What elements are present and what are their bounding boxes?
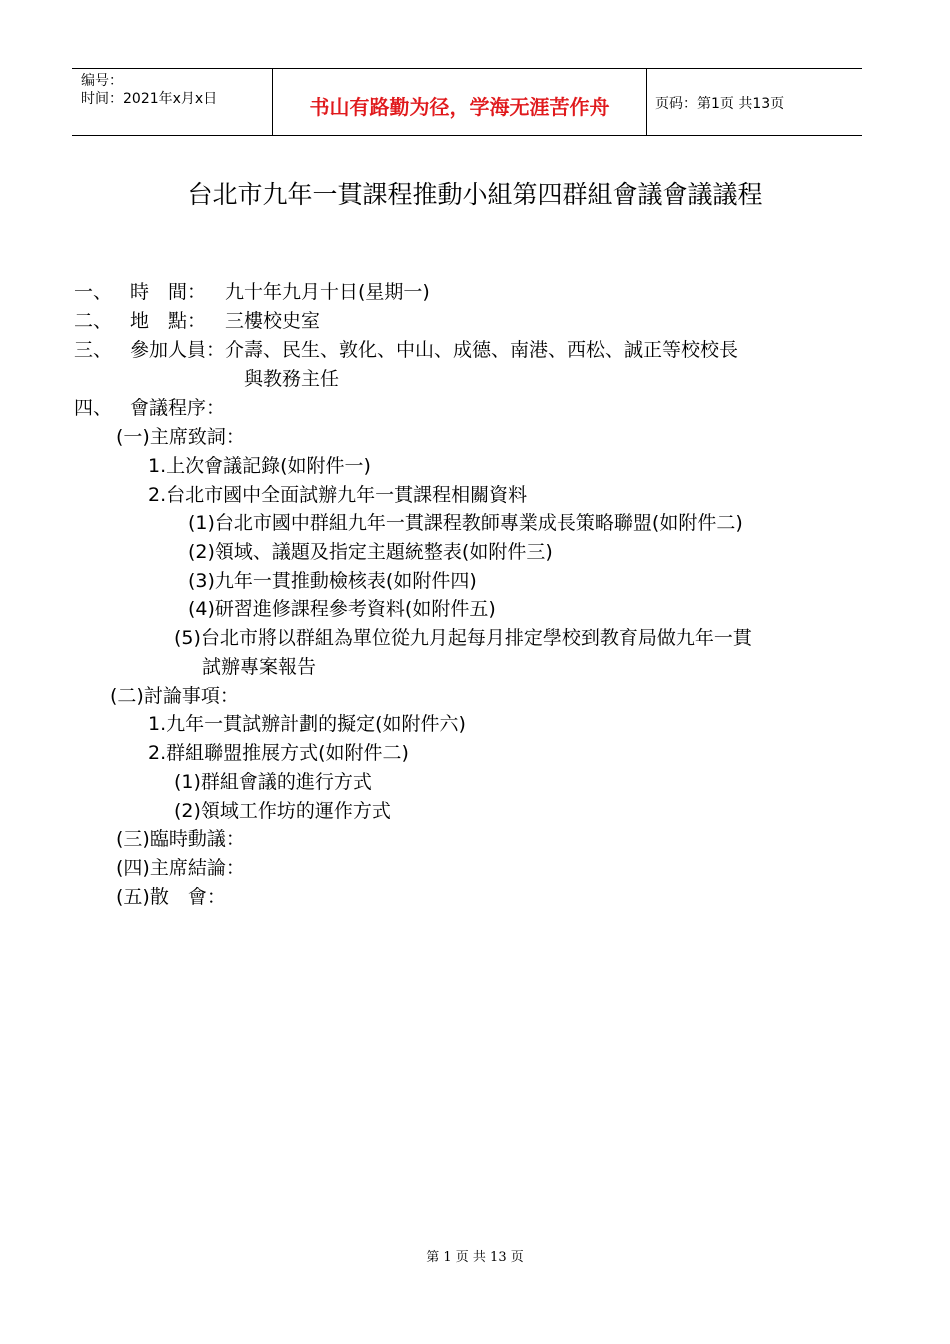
header-table [72,68,862,136]
time-label: 時 間： [130,281,207,303]
attendees-label: 參加人員： [130,339,226,361]
page-footer: 第 1 页 共 13 页 [426,1250,524,1265]
agenda-sub-item: (1)群組會議的進行方式 [174,771,372,793]
attendees-value: 介壽、民生、敦化、中山、成德、南港、西松、誠正等校校長 [225,339,739,361]
agenda-sub-item: (1)台北市國中群組九年一貫課程教師專業成長策略聯盟(如附件二) [188,512,743,534]
document-time-label: 时间：2021年x月x日 [81,91,218,107]
agenda-sub-item-continued: 試辦專案報告 [202,656,317,678]
agenda-sub-item: (3)九年一貫推動檢核表(如附件四) [188,570,477,592]
section-number: 四、 [74,397,113,419]
chair-speech-heading: (一)主席致詞： [116,426,245,448]
agenda-sub-item: (2)領域工作坊的運作方式 [174,800,391,822]
agenda-item: 1.上次會議記錄(如附件一) [148,455,371,477]
document-number-label: 编号： [81,73,123,89]
attendees-value-continued: 與教務主任 [244,368,340,390]
procedure-label: 會議程序： [130,397,226,419]
header-motto-cell [273,69,647,135]
section-number: 二、 [74,310,113,332]
time-value: 九十年九月十日(星期一) [225,281,430,303]
motto-text: 书山有路勤为径，学海无涯苦作舟 [309,95,610,119]
header-page-cell [647,69,862,135]
adjourn-heading: (五)散 會： [116,886,226,908]
agenda-sub-item: (5)台北市將以群組為單位從九月起每月排定學校到教育局做九年一貫 [174,627,752,649]
place-value: 三樓校史室 [225,310,321,332]
place-label: 地 點： [130,310,207,332]
agenda-item: 1.九年一貫試辦計劃的擬定(如附件六) [148,713,466,735]
agenda-sub-item: (4)研習進修課程參考資料(如附件五) [188,598,496,620]
chair-conclusion-heading: (四)主席結論： [116,857,245,879]
section-number: 一、 [74,281,113,303]
agenda-sub-item: (2)領域、議題及指定主題統整表(如附件三) [188,541,553,563]
document-title: 台北市九年一貫課程推動小組第四群組會議會議議程 [187,180,763,209]
agenda-item: 2.群組聯盟推展方式(如附件二) [148,742,409,764]
page-info: 页码：第1页 共13页 [655,96,785,112]
discussion-heading: (二)討論事項： [110,685,239,707]
section-number: 三、 [74,339,113,361]
header-info-cell [72,69,273,135]
agenda-item: 2.台北市國中全面試辦九年一貫課程相關資料 [148,484,528,506]
extempore-motion-heading: (三)臨時動議： [116,828,245,850]
